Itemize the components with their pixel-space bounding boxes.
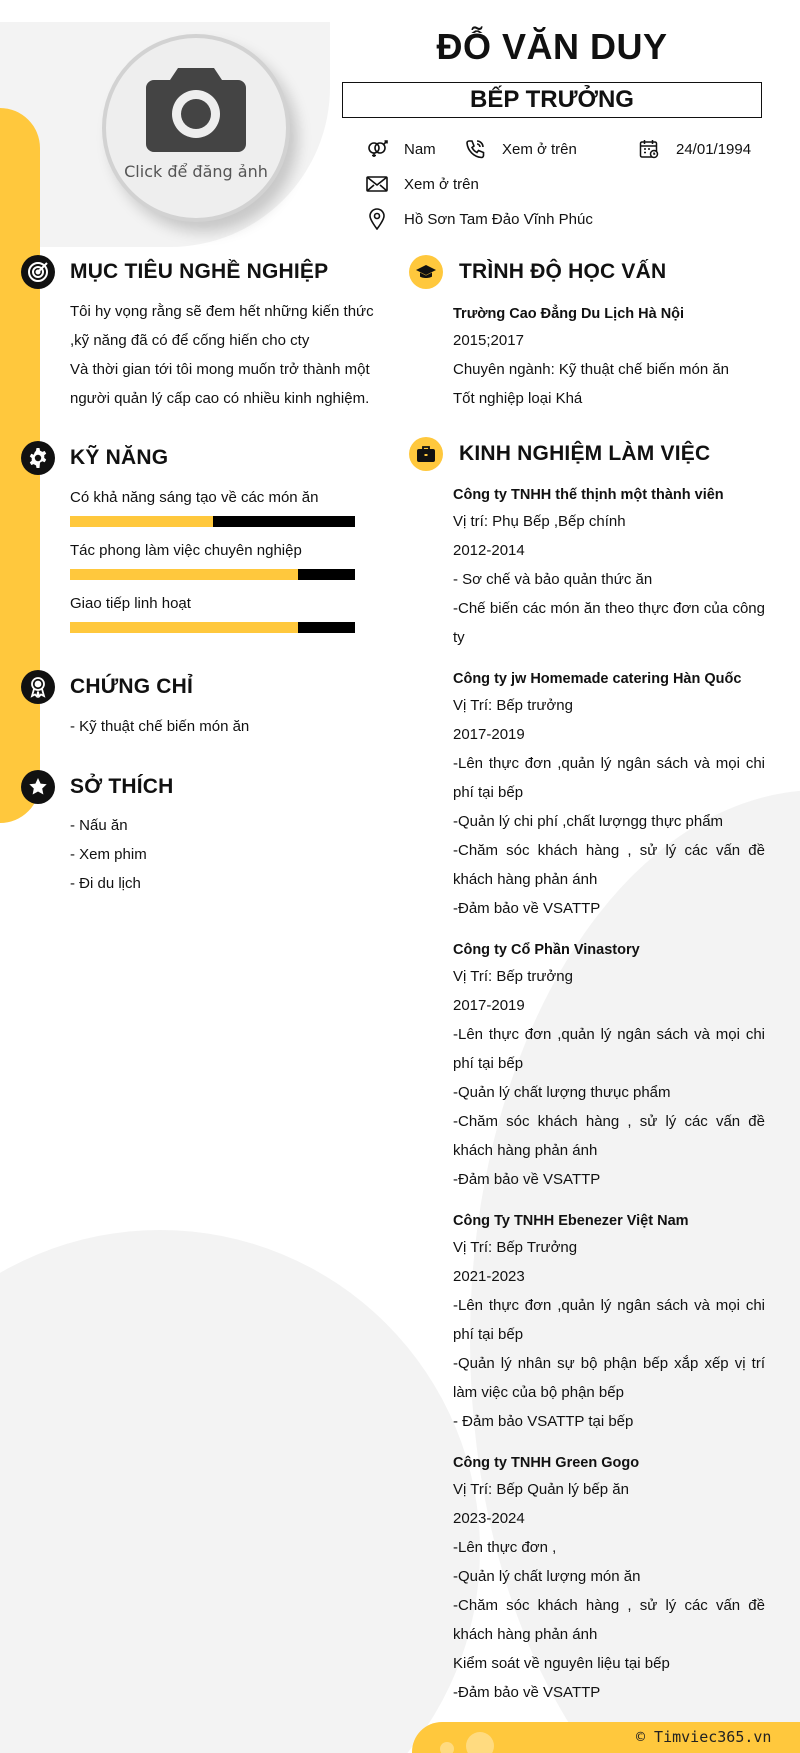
gender-icon [366, 138, 388, 160]
phone-icon [464, 138, 486, 160]
gear-icon [21, 441, 55, 475]
job-period: 2017-2019 [453, 997, 525, 1014]
job-role: Vị Trí: Bếp Quản lý bếp ăn [453, 1481, 629, 1498]
education-title: TRÌNH ĐỘ HỌC VẤN [459, 260, 667, 283]
objective-line: ,kỹ năng đã có để cống hiến cho cty [70, 332, 310, 349]
job-period: 2017-2019 [453, 726, 525, 743]
skill-bar [70, 622, 355, 633]
job-duty: -Chế biến các món ăn theo thực đơn của công ty [453, 600, 765, 646]
skill-label: Giao tiếp linh hoạt [70, 595, 191, 612]
hobby-item: - Xem phim [70, 846, 147, 863]
skill-bar-fill [70, 516, 213, 527]
job-title: BẾP TRƯỞNG [342, 82, 762, 118]
experience-list [453, 481, 765, 1707]
bubble [466, 1732, 494, 1753]
experience-item [453, 665, 765, 923]
hobby-list [70, 811, 147, 898]
objective-line: người quản lý cấp cao có nhiều kinh nghiệm. [70, 390, 370, 407]
skill-bar [70, 569, 355, 580]
job-period: 2012-2014 [453, 542, 525, 559]
hobby-item: - Đi du lịch [70, 875, 141, 892]
avatar-upload[interactable] [102, 34, 290, 222]
mail-icon [366, 173, 388, 195]
calendar-icon [638, 138, 660, 160]
job-duty: -Đảm bảo về VSATTP [453, 900, 601, 917]
company-name: Công ty Cổ Phần Vinastory [453, 942, 640, 958]
education-block [453, 300, 765, 413]
objective-line: Và thời gian tới tôi mong muốn trở thành một [70, 361, 370, 378]
job-duty: -Quản lý nhân sự bộ phận bếp xắp xếp vị trí làm việc của bộ phận bếp [453, 1355, 765, 1401]
email-value: Xem ở trên [404, 175, 479, 193]
job-role: Vị Trí: Bếp trưởng [453, 968, 573, 985]
experience-item [453, 481, 765, 652]
star-icon [21, 770, 55, 804]
education-years: 2015;2017 [453, 332, 524, 349]
job-role: Vị Trí: Bếp Trưởng [453, 1239, 578, 1256]
job-period: 2023-2024 [453, 1510, 525, 1527]
contact-phone [464, 138, 577, 160]
certificates-title: CHỨNG CHỈ [70, 675, 194, 698]
experience-item [453, 1449, 765, 1707]
job-duty: -Quản lý chất lượng món ăn [453, 1568, 641, 1585]
experience-title: KINH NGHIỆM LÀM VIỆC [459, 442, 711, 465]
hobby-item: - Nấu ăn [70, 817, 128, 834]
job-duty: Kiểm soát về nguyên liệu tại bếp [453, 1655, 670, 1672]
candidate-name: ĐỖ VĂN DUY [436, 26, 668, 67]
contact-gender [366, 138, 436, 160]
job-role: Vị trí: Phụ Bếp ,Bếp chính [453, 513, 626, 530]
job-period: 2021-2023 [453, 1268, 525, 1285]
contact-birthday [638, 138, 751, 160]
location-icon [366, 208, 388, 230]
job-duty: -Lên thực đơn ,quản lý ngân sách và mọi chi phí tại bếp [453, 755, 765, 801]
skill-label: Có khả năng sáng tạo về các món ăn [70, 489, 319, 506]
job-duty: -Đảm bảo về VSATTP [453, 1171, 601, 1188]
job-duty: -Chăm sóc khách hàng , sử lý các vấn đề khách hàng phản ánh [453, 1597, 765, 1643]
skill-bar-fill [70, 569, 298, 580]
school-name: Trường Cao Đẳng Du Lịch Hà Nội [453, 306, 685, 322]
skills-title: KỸ NĂNG [70, 446, 169, 469]
graduation-cap-icon [409, 255, 443, 289]
job-duty: - Đảm bảo VSATTP tại bếp [453, 1413, 634, 1430]
job-duty: -Lên thực đơn ,quản lý ngân sách và mọi chi phí tại bếp [453, 1026, 765, 1072]
objective-text [70, 297, 380, 413]
brand-watermark[interactable]: © Timviec365.vn [636, 1728, 772, 1746]
skill-label: Tác phong làm việc chuyên nghiệp [70, 542, 302, 559]
objective-line: Tôi hy vọng rằng sẽ đem hết những kiến thức [70, 303, 374, 320]
education-major: Chuyên ngành: Kỹ thuật chế biến món ăn [453, 361, 730, 378]
company-name: Công ty TNHH Green Gogo [453, 1455, 640, 1471]
experience-item [453, 936, 765, 1194]
job-duty: - Sơ chế và bảo quản thức ăn [453, 571, 653, 588]
hobbies-title: SỞ THÍCH [70, 775, 174, 798]
company-name: Công ty jw Homemade catering Hàn Quốc [453, 671, 742, 687]
gender-value: Nam [404, 140, 436, 158]
experience-item [453, 1207, 765, 1436]
camera-icon [144, 62, 248, 154]
job-duty: -Chăm sóc khách hàng , sử lý các vấn đề khách hàng phản ánh [453, 842, 765, 888]
target-icon [21, 255, 55, 289]
bg-circle-left [0, 1230, 480, 1753]
certificate-item: - Kỹ thuật chế biến món ăn [70, 718, 250, 735]
job-role: Vị Trí: Bếp trưởng [453, 697, 573, 714]
birthday-value: 24/01/1994 [676, 140, 752, 158]
skill-bar [70, 516, 355, 527]
objective-title: MỤC TIÊU NGHỀ NGHIỆP [70, 260, 329, 283]
avatar-label: Click để đăng ảnh [124, 162, 268, 181]
job-duty: -Chăm sóc khách hàng , sử lý các vấn đề khách hàng phản ánh [453, 1113, 765, 1159]
medal-icon [21, 670, 55, 704]
skill-bar-fill [70, 622, 298, 633]
company-name: Công ty TNHH thế thịnh một thành viên [453, 487, 724, 503]
contact-email [366, 173, 479, 195]
contact-address [366, 208, 593, 230]
briefcase-icon [409, 437, 443, 471]
job-duty: -Quản lý chất lượng thưục phẩm [453, 1084, 671, 1101]
address-value: Hồ Sơn Tam Đảo Vĩnh Phúc [404, 210, 593, 228]
job-duty: -Lên thực đơn ,quản lý ngân sách và mọi chi phí tại bếp [453, 1297, 765, 1343]
job-duty: -Quản lý chi phí ,chất lượngg thực phẩm [453, 813, 724, 830]
job-duty: -Lên thực đơn , [453, 1539, 557, 1556]
company-name: Công Ty TNHH Ebenezer Việt Nam [453, 1213, 689, 1229]
education-grade: Tốt nghiệp loại Khá [453, 390, 583, 407]
phone-value: Xem ở trên [502, 140, 577, 158]
job-duty: -Đảm bảo về VSATTP [453, 1684, 601, 1701]
bubble [440, 1742, 454, 1753]
